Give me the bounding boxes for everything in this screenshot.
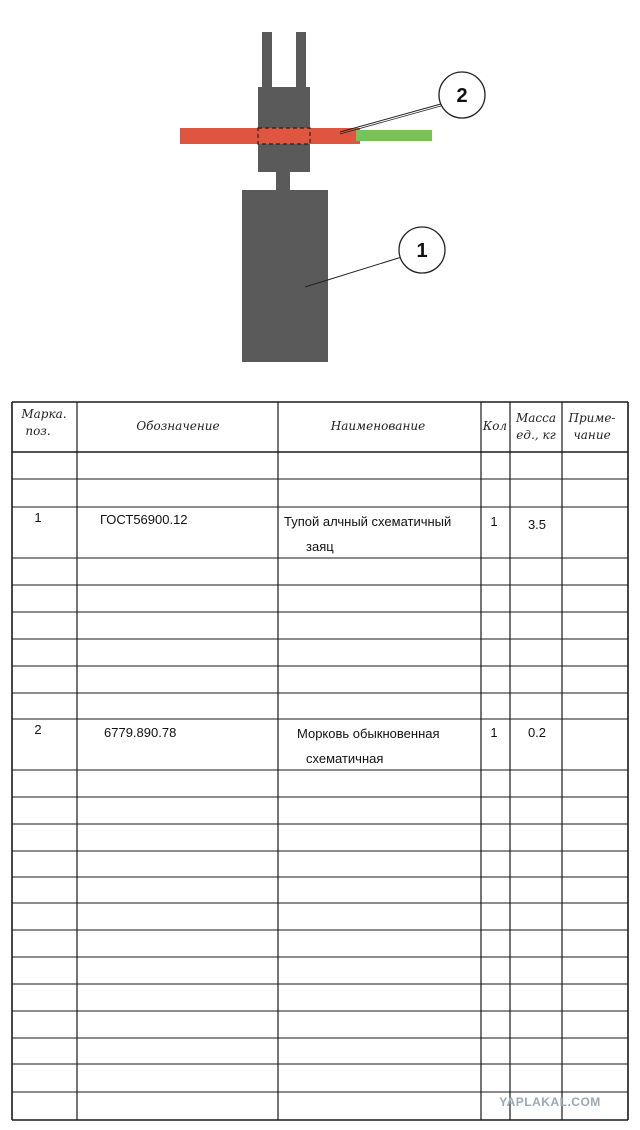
header-designation: Обозначение: [136, 419, 220, 433]
header-mark-line2: поз.: [25, 424, 51, 438]
header-qty: Кол: [482, 419, 508, 433]
header-note-line2: чание: [573, 428, 611, 442]
header-note-line1: Приме-: [568, 411, 616, 425]
watermark: YAPLAKAL.COM: [499, 1095, 601, 1109]
row2-name-line1: Морковь обыкновенная: [297, 726, 440, 741]
row2-mass: 0.2: [527, 725, 547, 740]
header-mass-line2: ед., кг: [516, 428, 556, 442]
row2-designation: 6779.890.78: [104, 725, 177, 740]
table-row: [34, 722, 546, 766]
row1-qty: 1: [490, 514, 498, 529]
header-mark-line1: Марка.: [21, 407, 67, 421]
row2-mark: 2: [34, 722, 42, 737]
row1-name-line2: заяц: [306, 539, 334, 554]
callout-label-1: 1: [416, 240, 428, 262]
header-name: Наименование: [330, 419, 426, 433]
row1-name-line1: Тупой алчный схематичный: [284, 514, 452, 529]
row1-designation: ГОСТ56900.12: [100, 512, 188, 527]
table-row: [34, 510, 546, 554]
header-mass-line1: Масса: [515, 411, 557, 425]
callout-label-2: 2: [456, 85, 468, 107]
row2-name-line2: схематичная: [306, 751, 384, 766]
row1-mass: 3.5: [527, 517, 547, 532]
row2-qty: 1: [490, 725, 498, 740]
row1-mark: 1: [34, 510, 42, 525]
